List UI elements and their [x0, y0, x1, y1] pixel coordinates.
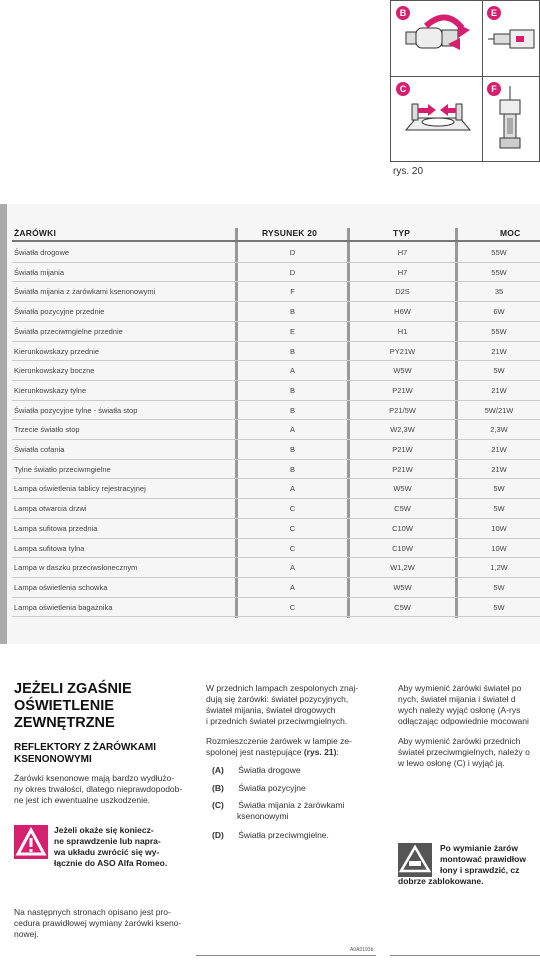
bulb-power-cell: 2,3W [490, 425, 508, 435]
panel-label-f: F [487, 82, 501, 96]
bulb-power-cell: 21W [491, 385, 507, 395]
subtitle-line: REFLEKTORY Z ŻARÓWKAMI [14, 742, 157, 753]
row-rule [12, 518, 540, 519]
bulb-name-cell: Lampa w daszku przeciwsłonecznym [14, 563, 138, 573]
section-title [14, 681, 184, 732]
xenon-warning-text: Jeżeli okaże się koniecz- ne sprawdzenie lub napra- wa układu zwrócić się wy- łącznie do ASO Alfa Romeo. [54, 825, 168, 868]
subtitle-line: KSENONOWYMI [14, 754, 92, 765]
figure-letter-cell: D [289, 267, 296, 277]
headlamp-bulbs-paragraph: W przednich lampach zespolonych znaj- dują się żarówki: świateł pozycyjnych, świateł mijania, świateł drogowych i przednich świateł przeciwmgielnych. [206, 683, 359, 726]
row-rule [12, 419, 540, 420]
reassembly-warning-text: Po wymianie żarów montować prawidłow łony i sprawdzić, cz dobrze zablokowane. [398, 843, 526, 886]
header-power: MOC [500, 228, 521, 238]
bulb-layout-paragraph: Rozmieszczenie żarówek w lampie ze- spolonej jest następujące (rys. 21): [206, 736, 352, 757]
row-rule [12, 616, 540, 617]
bulb-name-cell: Lampa oświetlenia bagażnika [14, 602, 113, 612]
warning-triangle-icon [14, 825, 48, 859]
bulb-power-cell: 35 [494, 287, 504, 297]
figure-letter-cell: F [290, 287, 295, 297]
figure-letter-cell: B [289, 445, 295, 454]
header-rule [12, 240, 540, 242]
figure-letter-cell: B [289, 464, 295, 474]
bulb-power-cell: 5W [493, 602, 505, 612]
section-subtitle [14, 742, 194, 766]
bulb-name-cell: Światła drogowe [14, 248, 70, 257]
bulb-type-cell: C10W [392, 523, 413, 533]
bulb-name-cell: Kierunkowskazy przednie [14, 346, 100, 356]
figure-letter-cell: C [289, 543, 296, 553]
bulb-power-cell: 55W [491, 326, 507, 336]
bulb-b-illustration [396, 8, 480, 72]
figure-letter-cell: C [289, 504, 296, 514]
row-rule [12, 459, 540, 460]
title-line: ZEWNĘTRZNE [14, 715, 115, 731]
bulb-name-cell: Lampa sufitowa przednia [14, 523, 98, 533]
row-rule [12, 439, 540, 440]
bulb-list-item: (D) Światła przeciwmgielne. [212, 830, 329, 840]
figure-letter-cell: C [289, 602, 296, 612]
replace-bulbs-paragraph: Aby wymienić żarówki świateł po nych, świateł mijania i świateł d wych należy wyjąć osłonę (A-rys odłączając odpowiednie mocowani [398, 683, 529, 726]
figure-reference: (rys. 21) [303, 747, 337, 757]
bulb-name-cell: Światła pozycyjne przednie [14, 307, 105, 317]
bulb-list-item: (B) Światła pozycyjne [212, 783, 306, 793]
row-rule [12, 380, 540, 381]
panel-label-e: E [487, 6, 501, 20]
bulb-name-cell: Lampa sufitowa tylna [14, 543, 85, 553]
bulb-power-cell: 1,2W [490, 563, 508, 573]
bulb-name-cell: Lampa oświetlenia schowka [14, 582, 108, 592]
figure-letter-cell: A [289, 366, 295, 376]
figure-caption: rys. 20 [393, 166, 424, 177]
row-rule [12, 577, 540, 578]
figure-letter-cell: D [289, 248, 296, 257]
bulb-power-cell: 5W [493, 366, 505, 376]
figure-letter-cell: B [289, 346, 295, 356]
bulb-type-cell: H6W [394, 307, 411, 317]
figure-letter-cell: B [289, 385, 295, 395]
bulb-name-cell: Lampa oświetlenia tablicy rejestracyjnej [14, 484, 146, 494]
bulb-type-cell: H7 [397, 248, 408, 257]
bulb-list-item: (C) Światła mijania z żarówkami [212, 800, 345, 810]
xenon-intro-paragraph: Żarówki ksenonowe mają bardzo wydłużo- ny okres trwałości, dlatego nieprawdopodob- ne jest ich ewentualne uszkodzenie. [14, 773, 183, 805]
bulb-type-cell: C10W [392, 543, 413, 553]
bulb-name-cell: Tylne światło przeciwmgielne [14, 464, 111, 474]
figure-letter-cell: C [289, 523, 296, 533]
row-rule [12, 478, 540, 479]
bulb-type-cell: P21/5W [389, 405, 416, 415]
figure-code: A0A0193b [350, 947, 374, 953]
figure-letter-cell: A [289, 425, 295, 435]
bulb-list-item-continued: ksenonowymi [237, 811, 289, 821]
table-side-strip [0, 204, 7, 644]
panel-label-c: C [396, 82, 410, 96]
row-rule [12, 301, 540, 302]
bulb-c-illustration [396, 84, 480, 148]
title-line: OŚWIETLENIE [14, 698, 114, 714]
bulb-type-cell: PY21W [389, 346, 416, 356]
figure-divider [482, 0, 483, 162]
bulb-type-cell: D2S [395, 287, 410, 297]
bulb-name-cell: Kierunkowskazy boczne [14, 366, 95, 376]
footer-rule [390, 955, 540, 956]
bulb-power-cell: 55W [491, 267, 507, 277]
bulb-type-cell: H1 [397, 326, 408, 336]
figure-letter-cell: B [289, 405, 295, 415]
bulb-type-cell: P21W [392, 464, 413, 474]
row-rule [12, 597, 540, 598]
bulb-power-cell: 10W [491, 543, 507, 553]
row-rule [12, 400, 540, 401]
row-rule [12, 538, 540, 539]
figure-letter-cell: A [289, 563, 295, 573]
header-bulbs: ŻARÓWKI [14, 228, 57, 238]
bulb-type-cell: W2,3W [390, 425, 415, 435]
bulb-type-cell: H7 [397, 267, 408, 277]
bulb-power-cell: 5W [493, 582, 505, 592]
bulb-power-cell: 21W [491, 464, 507, 474]
bulb-type-cell: C5W [394, 602, 411, 612]
row-rule [12, 498, 540, 499]
bulb-type-cell: W1,2W [390, 563, 415, 573]
figure-letter-cell: B [289, 307, 295, 317]
row-rule [12, 341, 540, 342]
row-rule [12, 321, 540, 322]
footer-rule [196, 955, 376, 956]
figure-divider [390, 76, 540, 77]
bulb-power-cell: 21W [491, 445, 507, 454]
bulb-name-cell: Światła pozycyjne tylne - światła stop [14, 405, 138, 415]
bulb-power-cell: 10W [491, 523, 507, 533]
next-pages-paragraph: Na następnych stronach opisano jest pro- cedura prawidłowej wymiany żarówki kseno- nowej. [14, 907, 182, 939]
panel-label-b: B [396, 6, 410, 20]
row-rule [12, 262, 540, 263]
bulb-list-item: (A) Światła drogowe [212, 765, 301, 775]
bulb-type-cell: W5W [393, 484, 412, 494]
bulb-name-cell: Światła mijania z żarówkami ksenonowymi [14, 287, 156, 297]
bulb-type-cell: C5W [394, 504, 411, 514]
bulb-name-cell: Kierunkowskazy tylne [14, 385, 87, 395]
bulb-f-illustration [486, 84, 540, 160]
bulb-type-cell: W5W [393, 582, 412, 592]
bulb-name-cell: Trzecie światło stop [14, 425, 80, 435]
bulb-name-cell: Światła przeciwmgielne przednie [14, 326, 123, 336]
row-rule [12, 281, 540, 282]
figure-letter-cell: A [289, 484, 295, 494]
bulb-type-cell: P21W [392, 385, 413, 395]
bulb-power-cell: 21W [491, 346, 507, 356]
bulb-type-cell: P21W [392, 445, 413, 454]
header-figure: RYSUNEK 20 [262, 228, 318, 238]
row-rule [12, 360, 540, 361]
bulb-name-cell: Lampa otwarcia drzwi [14, 504, 87, 514]
bulb-name-cell: Światła mijania [14, 267, 65, 277]
bulb-power-cell: 5W [493, 484, 505, 494]
bulb-e-illustration [486, 8, 540, 72]
bulb-power-cell: 55W [491, 248, 507, 257]
bulb-name-cell: Światła cofania [14, 445, 65, 454]
fog-bulbs-paragraph: Aby wymienić żarówki przednich świateł przeciwmgielnych, należy o w lewo osłonę (C) i wyjąć ją. [398, 736, 530, 768]
bulb-power-cell: 5W/21W [484, 405, 514, 415]
title-line: JEŻELI ZGAŚNIE [14, 681, 132, 697]
figure-letter-cell: A [289, 582, 295, 592]
bulb-power-cell: 5W [493, 504, 505, 514]
row-rule [12, 557, 540, 558]
figure-letter-cell: E [289, 326, 295, 336]
header-type: TYP [393, 228, 411, 238]
bulb-power-cell: 6W [493, 307, 505, 317]
bulb-type-cell: W5W [393, 366, 412, 376]
